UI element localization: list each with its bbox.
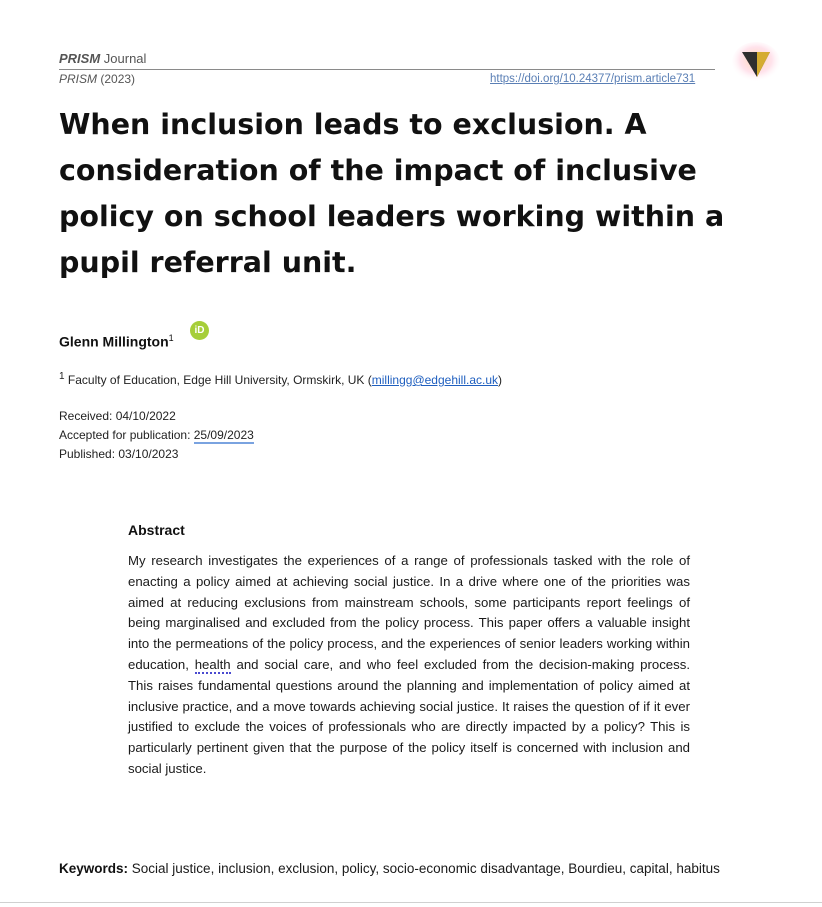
journal-name-bold: PRISM (59, 51, 101, 66)
accepted-value: 25/09/2023 (193, 428, 254, 442)
keywords-list: Social justice, inclusion, exclusion, policy, socio-economic disadvantage, Bourdieu, capital, habitus (128, 861, 720, 876)
received-value: 04/10/2022 (115, 409, 176, 423)
author-email-link[interactable]: millingg@edgehill.ac.uk (371, 373, 499, 387)
abstract-body (128, 551, 690, 780)
prism-logo-icon (730, 40, 780, 84)
published-label: Published: (59, 447, 119, 461)
received-label: Received: (59, 409, 116, 423)
author-affiliation-marker: 1 (168, 333, 174, 343)
publication-dates (59, 407, 254, 464)
author-name (59, 333, 174, 350)
affiliation-close: ) (498, 373, 503, 387)
journal-name-suffix: Journal (100, 51, 147, 66)
article-title: When inclusion leads to exclusion. A consideration of the impact of inclusive policy on school leaders working within a pupil referral unit. (59, 108, 725, 279)
page-bottom-border (0, 902, 822, 903)
header-divider (59, 69, 715, 70)
published-date (59, 445, 254, 464)
received-date (59, 407, 254, 426)
journal-year-italic: PRISM (59, 72, 98, 86)
affiliation-text: Faculty of Education, Edge Hill University, Ormskirk, UK ( (64, 373, 372, 387)
journal-year (59, 72, 135, 86)
keywords-label: Keywords: (59, 861, 129, 876)
journal-name (59, 51, 146, 66)
journal-year-value: (2023) (97, 72, 136, 86)
published-value: 03/10/2023 (118, 447, 179, 461)
abstract-text-part1: My research investigates the experiences of a range of professionals tasked with the role of enacting a policy aimed at achieving social justice. In a drive where one of the priorities was aimed at reducing exclusions from mainstream schools, some participants report feelings of being marginalised and excluded from the policy process. This paper offers a valuable insight into the permeations of the policy process, and the experiences of senior leaders working within education, (128, 553, 690, 672)
abstract-text-part2: and social care, and who feel excluded from the decision-making process. This raises fundamental questions around the planning and implementation of policy aimed at inclusive practice, and a move towards achieving social justice. It raises the question of if it ever justified to exclude the voices of professionals who are directly impacted by a policy? This is particularly pertinent given that the purpose of the policy itself is concerned with inclusion and social justice. (128, 656, 690, 776)
keywords (59, 858, 739, 879)
abstract-heading: Abstract (128, 522, 185, 538)
accepted-date (59, 426, 254, 445)
accepted-label: Accepted for publication: (59, 428, 194, 442)
orcid-icon[interactable]: iD (190, 321, 209, 340)
abstract-spellcheck-word: health (194, 656, 231, 672)
affiliation (59, 371, 502, 387)
affiliation-marker: 1 (59, 371, 65, 382)
doi-link[interactable]: https://doi.org/10.24377/prism.article731 (490, 73, 696, 85)
author-name-text: Glenn Millington (59, 333, 169, 350)
